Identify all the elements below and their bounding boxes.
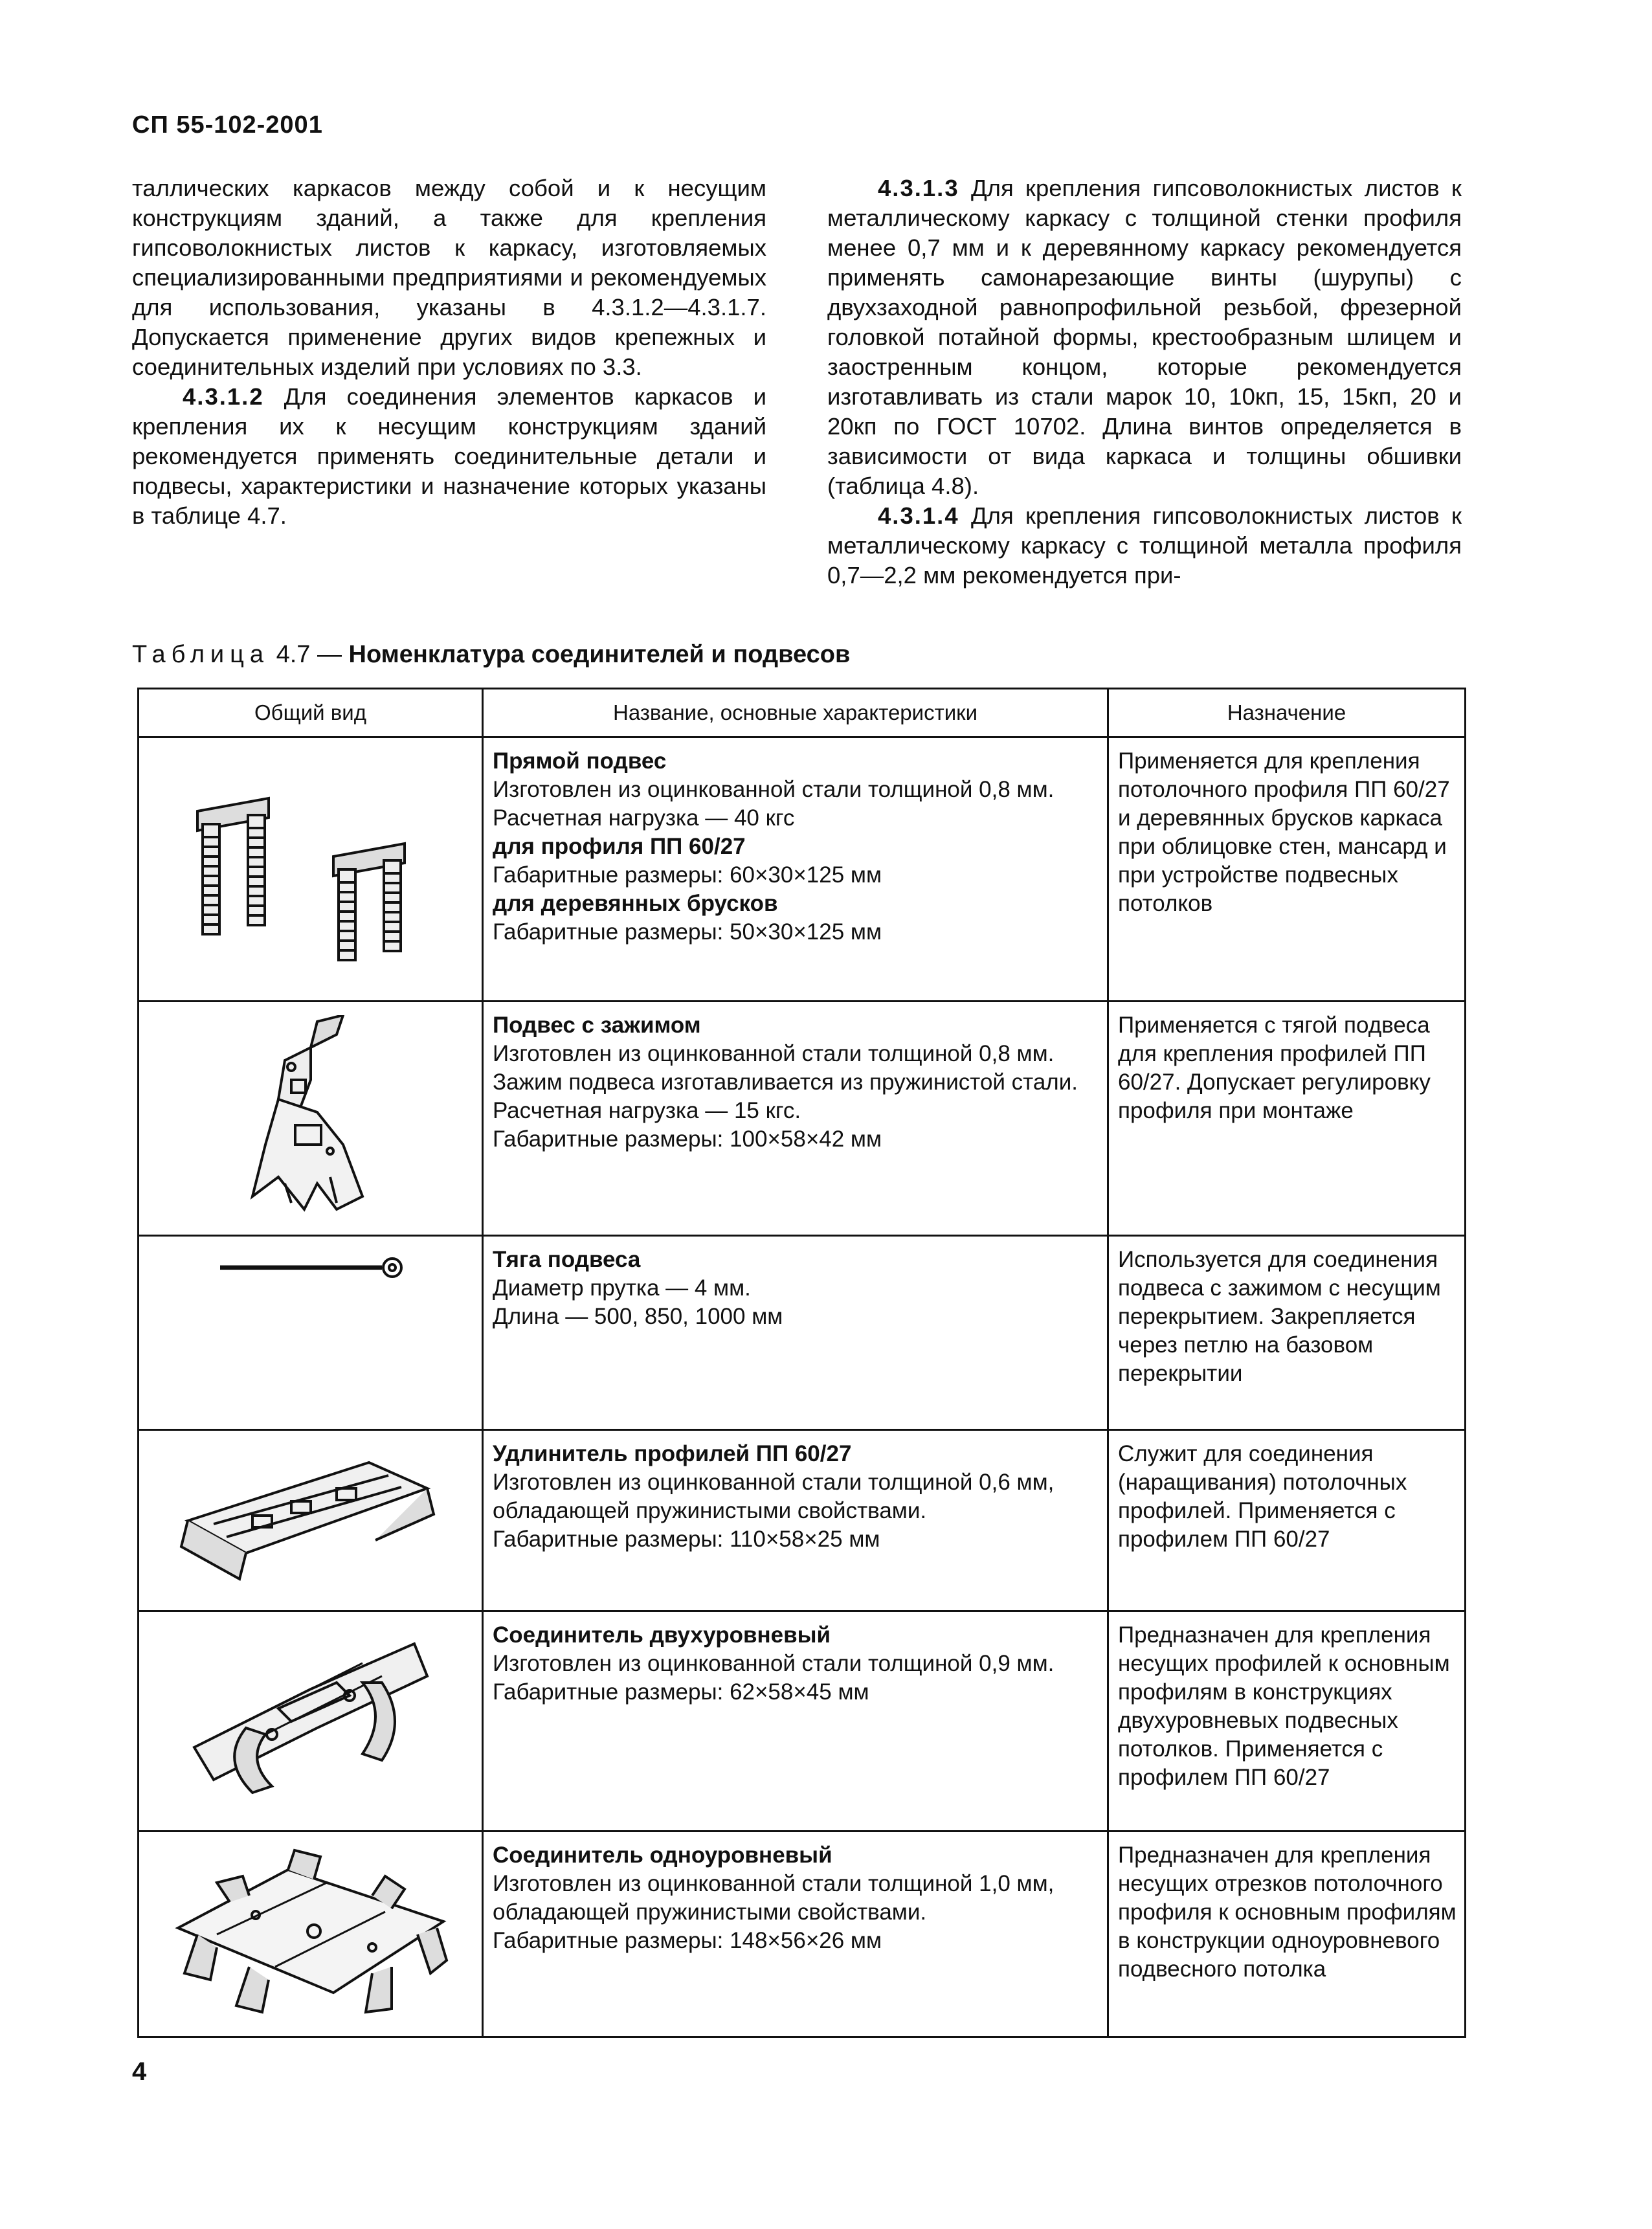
item-name: Соединитель двухуровневый xyxy=(493,1622,831,1648)
item-purpose: Используется для соединения подвеса с зажимом с несущим перекрытием. Закрепляется через петлю на базовом перекрытии xyxy=(1108,1236,1466,1430)
page-number: 4 xyxy=(132,2057,147,2086)
table-caption xyxy=(132,641,850,669)
item-purpose: Предназначен для крепления несущих профилей к основным профилям в конструкциях двухуровневых подвесных потолков. Применяется с профилем ПП 60/27 xyxy=(1108,1611,1466,1831)
paragraph-text: Для крепления гипсоволокнистых листов к металлическому каркасу с толщиной металла профиля 0,7—2,2 мм рекомендуется при- xyxy=(827,502,1462,588)
paragraph xyxy=(827,174,1462,501)
item-purpose: Предназначен для крепления несущих отрезков потолочного профиля к основным профилям в конструкции одноуровневого подвесного потолка xyxy=(1108,1831,1466,2037)
item-line: Габаритные размеры: 50×30×125 мм xyxy=(493,919,882,945)
caption-number: 4.7 — xyxy=(276,641,342,668)
table-row xyxy=(139,1831,1466,2037)
nomenclature-table xyxy=(137,688,1466,2038)
item-line: Изготовлен из оцинкованной стали толщиной 0,9 мм. xyxy=(493,1651,1055,1676)
paragraph-text: Для соединения элементов каркасов и крепления их к несущим конструкциям зданий рекомендуется применять соединительные детали и подвесы, характеристики и назначение которых указаны в таблице 4.7. xyxy=(132,383,766,529)
clause-number: 4.3.1.2 xyxy=(183,383,264,410)
document-code: СП 55-102-2001 xyxy=(132,111,323,139)
single-level-connector-icon xyxy=(159,1844,463,2025)
direct-hanger-icon xyxy=(172,772,450,967)
item-purpose: Служит для соединения (наращивания) потолочных профилей. Применяется с профилем ПП 60/27 xyxy=(1108,1430,1466,1611)
header-purpose: Назначение xyxy=(1108,689,1466,737)
right-column xyxy=(827,174,1462,590)
profile-extender-icon xyxy=(175,1450,447,1592)
item-line: Расчетная нагрузка — 15 кгс. xyxy=(493,1098,801,1123)
paragraph xyxy=(132,382,766,531)
item-purpose: Применяется с тягой подвеса для крепления профилей ПП 60/27. Допускает регулировку профиля при монтаже xyxy=(1108,1002,1466,1236)
paragraph xyxy=(827,501,1462,590)
hanger-rod-icon xyxy=(214,1255,408,1281)
table-row xyxy=(139,1430,1466,1611)
clamp-hanger-icon xyxy=(240,1015,382,1222)
item-name: Подвес с зажимом xyxy=(493,1013,701,1038)
table-header-row xyxy=(139,689,1466,737)
header-view: Общий вид xyxy=(139,689,483,737)
item-name: Тяга подвеса xyxy=(493,1247,641,1272)
table-row xyxy=(139,1611,1466,1831)
item-name: Соединитель одноуровневый xyxy=(493,1843,832,1868)
item-line: Габаритные размеры: 110×58×25 мм xyxy=(493,1527,880,1552)
item-line: Изготовлен из оцинкованной стали толщиной 0,8 мм. xyxy=(493,777,1055,802)
item-line: Длина — 500, 850, 1000 мм xyxy=(493,1304,783,1329)
item-line: Расчетная нагрузка — 40 кгс xyxy=(493,805,795,831)
item-line: Изготовлен из оцинкованной стали толщиной 0,8 мм. Зажим подвеса изготавливается из пружинистой стали. xyxy=(493,1041,1078,1095)
item-line: Диаметр прутка — 4 мм. xyxy=(493,1275,751,1301)
item-line: Габаритные размеры: 148×56×26 мм xyxy=(493,1928,882,1953)
left-column xyxy=(132,174,766,531)
header-name: Название, основные характеристики xyxy=(483,689,1108,737)
item-subheading: для профиля ПП 60/27 xyxy=(493,834,746,859)
item-line: Габаритные размеры: 62×58×45 мм xyxy=(493,1679,869,1705)
item-name: Прямой подвес xyxy=(493,748,667,774)
caption-title: Номенклатура соединителей и подвесов xyxy=(348,641,851,668)
table-row xyxy=(139,1236,1466,1430)
clause-number: 4.3.1.4 xyxy=(878,502,959,529)
two-level-connector-icon xyxy=(168,1624,453,1819)
item-name: Удлинитель профилей ПП 60/27 xyxy=(493,1441,852,1466)
paragraph: таллических каркасов между собой и к несущим конструкциям зданий, а также для крепления гипсоволокнистых листов к каркасу, изготовляемых специализированными предприятиями и рекомендуемых для использования, указаны в 4.3.1.2—4.3.1.7. Допускается применение других видов крепежных и соединительных изделий при условиях по 3.3. xyxy=(132,175,766,380)
item-line: Изготовлен из оцинкованной стали толщиной 0,6 мм, обладающей пружинистыми свойствами. xyxy=(493,1470,1055,1523)
item-line: Изготовлен из оцинкованной стали толщиной 1,0 мм, обладающей пружинистыми свойствами. xyxy=(493,1871,1055,1925)
item-line: Габаритные размеры: 60×30×125 мм xyxy=(493,862,882,888)
table-row xyxy=(139,737,1466,1002)
item-line: Габаритные размеры: 100×58×42 мм xyxy=(493,1126,882,1152)
item-purpose: Применяется для крепления потолочного профиля ПП 60/27 и деревянных брусков каркаса при облицовке стен, мансард и при устройстве подвесных потолков xyxy=(1108,737,1466,1002)
clause-number: 4.3.1.3 xyxy=(878,175,959,201)
table-row xyxy=(139,1002,1466,1236)
paragraph-text: Для крепления гипсоволокнистых листов к металлическому каркасу с толщиной стенки профиля менее 0,7 мм и к деревянному каркасу рекомендуется применять самонарезающие винты (шурупы) с двухзаходной равнопрофильной резьбой, фрезерной головкой потайной формы, крестообразным шлицем и заостренным концом, которые рекомендуется изготавливать из стали марок 10, 10кп, 15, 15кп, 20 и 20кп по ГОСТ 10702. Длина винтов определяется в зависимости от вида каркаса и толщины обшивки (таблица 4.8). xyxy=(827,175,1462,499)
item-subheading: для деревянных брусков xyxy=(493,891,778,916)
caption-word: Таблица xyxy=(132,641,269,668)
